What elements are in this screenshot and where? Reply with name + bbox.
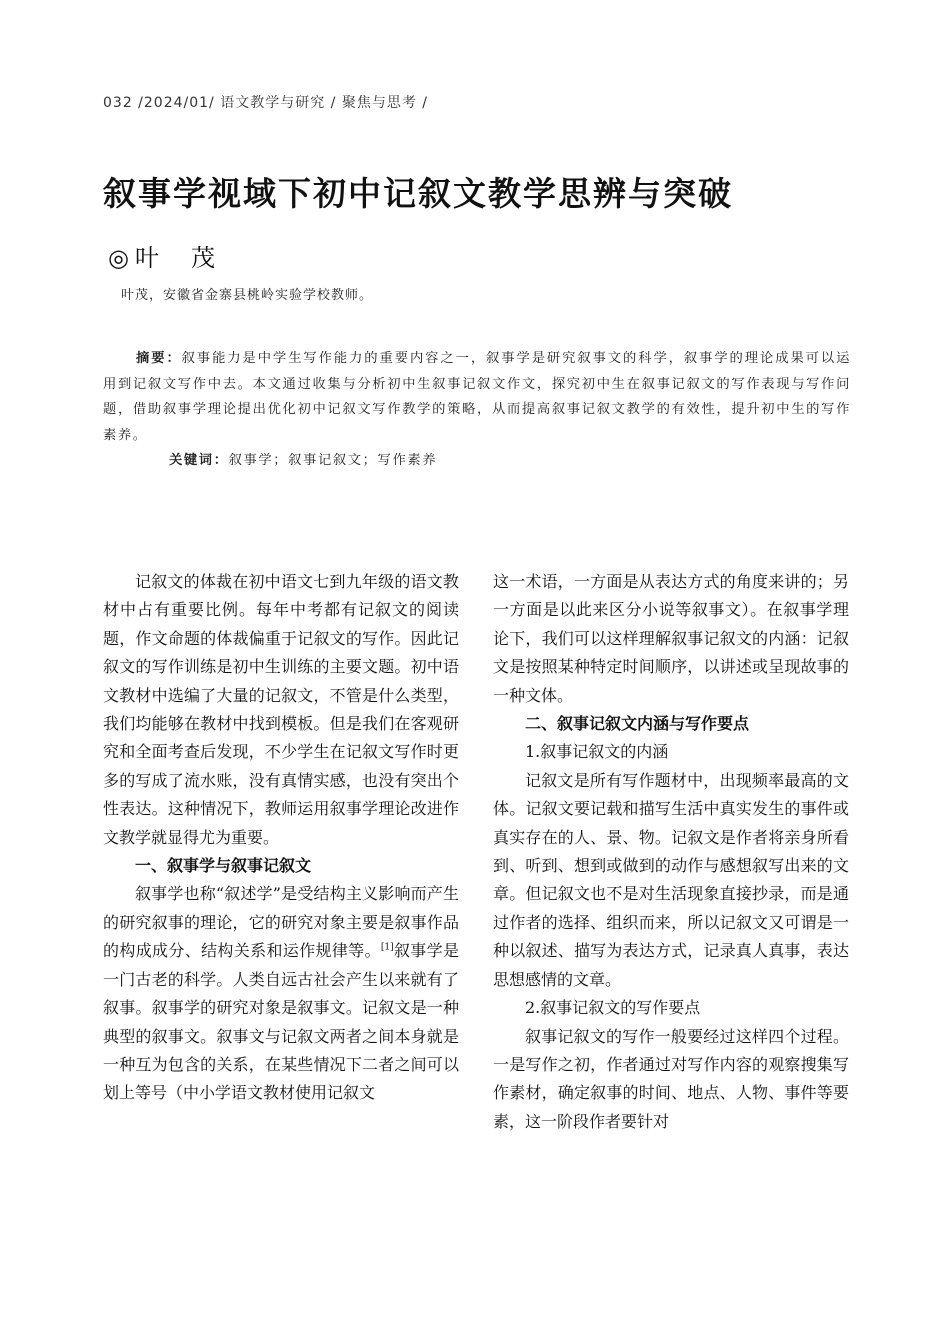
- abstract-block: [103, 346, 851, 474]
- section-heading-2: 二、叙事记叙文内涵与写作要点: [525, 714, 750, 734]
- keywords-text: 叙事学；叙事记叙文；写作素养: [228, 453, 438, 468]
- body-column-right: [493, 568, 849, 1136]
- author-marker: ◎: [108, 244, 133, 272]
- subsection1-paragraph: 记叙文是所有写作题材中，出现频率最高的文体。记叙文要记载和描写生活中真实发生的事件或真实存在的人、景、物。记叙文是作者将亲身所看到、听到、想到或做到的动作与感想叙写出来的文章。但记叙文也不是对生活现象直接抄录，而是通过作者的选择、组织而来，所以记叙文又可谓是一种以叙述、描写为表达方式，记录真人真事，表达思想感情的文章。: [493, 770, 849, 989]
- abstract-label: 摘要：: [136, 351, 182, 366]
- author-bio: 叶茂，安徽省金寨县桃岭实验学校教师。: [121, 288, 374, 303]
- abstract-paragraph: [103, 346, 851, 448]
- section1-text-a: 叙事学也称“叙述学”是受结构主义影响而产生的研究叙事的理论，它的研究对象主要是叙事作品的构成成分、结构关系和运作规律等。: [103, 884, 459, 961]
- subsection-heading-1: 1.叙事记叙文的内涵: [525, 742, 669, 762]
- article-title: 叙事学视域下初中记叙文教学思辨与突破: [103, 174, 733, 213]
- subsection2-paragraph: 叙事记叙文的写作一般要经过这样四个过程。一是写作之初，作者通过对写作内容的观察搜集写作素材，确定叙事的时间、地点、人物、事件等要素，这一阶段作者要针对: [493, 1026, 849, 1131]
- abstract-text: 叙事能力是中学生写作能力的重要内容之一，叙事学是研究叙事文的科学，叙事学的理论成果可以运用到记叙文写作中去。本文通过收集与分析初中生叙事记叙文作文，探究初中生在叙事记叙文的写作表现与写作问题，借助叙事学理论提出优化初中记叙文写作教学的策略，从而提高叙事记叙文教学的有效性，提升初中生的写作素养。: [103, 351, 851, 443]
- section-heading-1: 一、叙事学与叙事记叙文: [135, 856, 312, 876]
- author-name: 叶 茂: [134, 244, 219, 272]
- keywords-line: [103, 448, 851, 474]
- intro-paragraph: 记叙文的体裁在初中语文七到九年级的语文教材中占有重要比例。每年中考都有记叙文的阅读题，作文命题的体裁偏重于记叙文的写作。因此记叙文的写作训练是初中生训练的主要文题。初中语文教材中选编了大量的记叙文，不管是什么类型，我们均能够在教材中找到模板。但是我们在客观研究和全面考查后发现，不少学生在记叙文写作时更多的写成了流水账，没有真情实感，也没有突出个性表达。这种情况下，教师运用叙事学理论改进作文教学就显得尤为重要。: [103, 572, 459, 847]
- section1-text-b: 叙事学是一门古老的科学。人类自远古社会产生以来就有了叙事。叙事学的研究对象是叙事文。记叙文是一种典型的叙事文。叙事文与记叙文两者之间本身就是一种互为包含的关系，在某些情况下二者之间可以划上等号（中小学语文教材使用记叙文: [103, 941, 459, 1103]
- citation-ref[interactable]: [1]: [380, 942, 394, 953]
- subsection-heading-2: 2.叙事记叙文的写作要点: [525, 998, 701, 1018]
- running-header: 032 /2024/01/ 语文教学与研究 / 聚焦与思考 /: [103, 95, 428, 111]
- continuation-paragraph: 这一术语，一方面是从表达方式的角度来讲的；另一方面是以此来区分小说等叙事文）。在叙事学理论下，我们可以这样理解叙事记叙文的内涵：记叙文是按照某种特定时间顺序，以讲述或呈现故事的一种文体。: [493, 572, 849, 705]
- body-column-left: [103, 568, 459, 1108]
- author-line: [108, 238, 219, 273]
- section1-paragraph: [103, 880, 459, 1107]
- keywords-label: 关键词：: [169, 453, 229, 468]
